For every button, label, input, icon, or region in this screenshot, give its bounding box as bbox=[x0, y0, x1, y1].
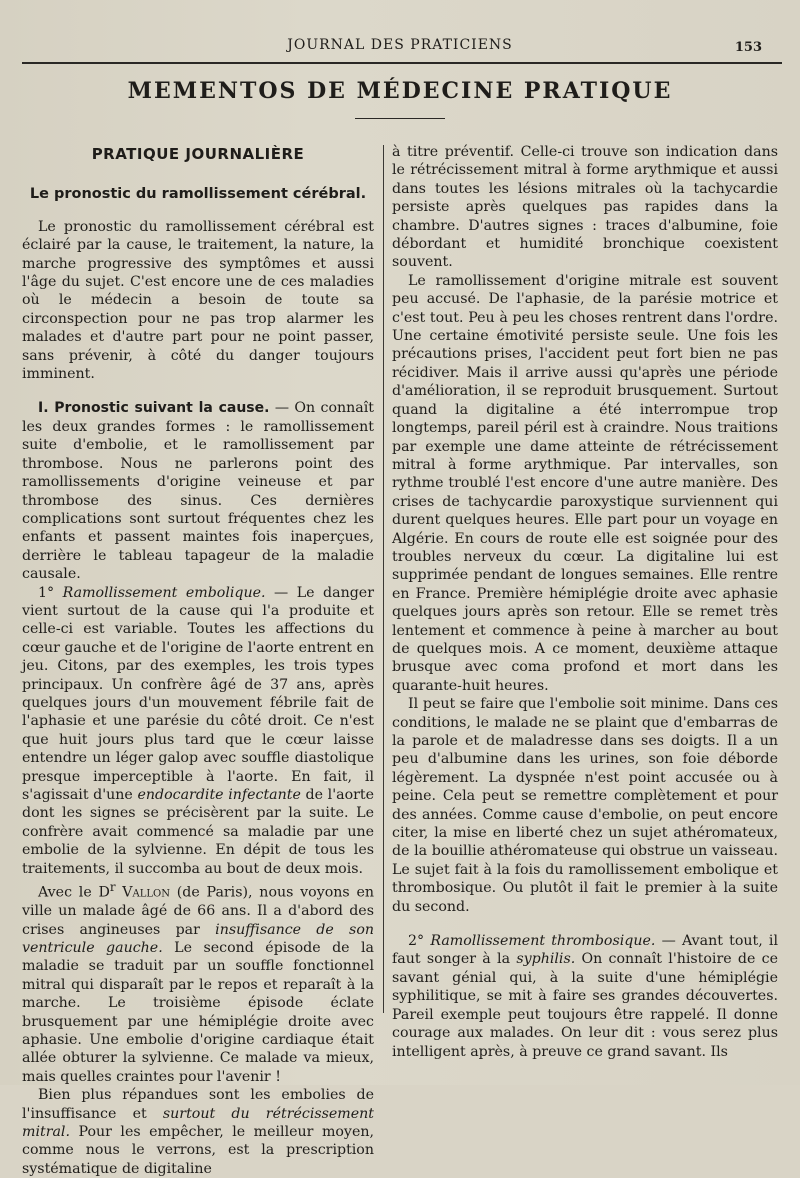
embolic-text-a: — Le danger vient surtout de la cause qui l'a produite et celle-ci est variable. Toutes les affections du cœur gauche et de l'origine de l'aorte entrent en jeu. Citons, par des exemples, les trois types principaux. Un confrère âgé de 37 ans, après quelques jours d'un mouvement fébrile fait de l'aphasie et une parésie du côté droit. Ce n'est que huit jours plus tard que le cœur laisse entendre un léger galop avec souffle diastolique presque imperceptible à l'aorte. En fait, il s'agissait d'une bbox=[22, 584, 374, 803]
paragraph-minimal-embolism: Il peut se faire que l'embolie soit minime. Dans ces conditions, le malade ne se plaint que d'embarras de la parole et de maladresse dans ses doigts. Il a un peu d'albumine dans les urines, son foie déborde légèrement. La dyspnée n'est point accusée ou à peine. Cela peut se remettre complètement et pour des années. Comme cause d'embolie, on peut encore citer, la mise en liberté chez un sujet athéromateux, de la bouillie athéromateuse qui obstrue un vaisseau. Le sujet fait à la fois du ramollissement embolique et thrombosique. Ou plutôt il fait le premier à la suite du second. bbox=[392, 696, 778, 915]
main-title: MEMENTOS DE MÉDECINE PRATIQUE bbox=[127, 78, 673, 104]
vallon-superscript: r bbox=[109, 880, 116, 895]
mitral-emphasis: surtout du rétrécissement mitral. bbox=[22, 1105, 374, 1141]
paragraph-mitral bbox=[22, 1086, 374, 1178]
subheading-embolic: Ramollissement embolique. bbox=[62, 584, 266, 601]
section-heading: PRATIQUE JOURNALIÈRE bbox=[91, 145, 305, 163]
vallon-emphasis: insuffisance de son ventricule gauche. bbox=[22, 921, 375, 956]
paragraph-embolic bbox=[22, 584, 374, 879]
paragraph-cause-text: — On connaît les deux grandes formes : le ramollissement suite d'embolie, et le ramollissement par thrombose. Nous ne parlerons point des ramollissements d'origine veineuse et par thrombose des sinus. Ces dernières complications sont surtout fréquentes chez les enfants et passent maintes fois inaperçues, derrière le tableau tapageur de la maladie causale. bbox=[22, 400, 374, 583]
embolic-number: 1° bbox=[38, 584, 63, 601]
column-divider bbox=[383, 145, 384, 1013]
subheading-cause: I. Pronostic suivant la cause. bbox=[38, 400, 270, 417]
paragraph-thrombotic bbox=[392, 932, 778, 1061]
paragraph-mitral-origin: Le ramollissement d'origine mitrale est souvent peu accusé. De l'aphasie, de la parésie motrice et c'est tout. Peu à peu les choses rentrent dans l'ordre. Une certaine émotivité persiste seule. Une fois les précautions prises, l'accident peut fort bien ne pas récidiver. Mais il arrive aussi qu'après une période d'amélioration, il se reproduit brusquement. Surtout quand la digitaline a été interrompue trop longtemps, pareil péril est à craindre. Nous traitions par exemple une dame atteinte de rétrécissement mitral à forme arythmique. Par intervalles, son rythme troublé l'est encore d'une autre manière. Des crises de tachycardie paroxystique surviennent qui durent quelques heures. Elle part pour un voyage en Algérie. En cours de route elle est soignée pour des troubles nerveux du cœur. La digitaline lui est supprimée pendant de longues semaines. Elle rentre en France. Première hémiplégie droite avec aphasie quelques jours après son retour. Elle se remet très lentement et commence à peine à marcher au bout de quelques mois. A ce moment, deuxième attaque brusque avec coma profond et mort dans les quarante-huit heures. bbox=[392, 272, 778, 694]
vallon-name: Vallon bbox=[122, 884, 170, 901]
left-column bbox=[22, 140, 374, 1178]
vallon-text-a: Avec le D bbox=[38, 884, 110, 901]
subheading-thrombotic: Ramollissement thrombosique. bbox=[430, 933, 656, 950]
paragraph-vallon bbox=[22, 878, 374, 1086]
running-head: JOURNAL DES PRATICIENS bbox=[287, 37, 513, 53]
header-rule bbox=[22, 62, 782, 64]
mitral-text-a: Bien plus répandues sont les embolies de l'insuffisance et bbox=[22, 1087, 374, 1122]
mitral-text-b: Pour les empêcher, le meilleur moyen, comme nous le verrons, est la prescription systématique de digitaline bbox=[22, 1124, 374, 1177]
article-title: Le pronostic du ramollissement cérébral. bbox=[29, 186, 367, 203]
embolic-text-b: de l'aorte dont les signes se précisèrent par la suite. Le confrère avait commencé sa maladie par une embolie de la sylvienne. En dépit de tous les traitements, il succomba au bout de deux mois. bbox=[22, 787, 374, 877]
thrombotic-text-b: On connaît l'histoire de ce savant génial qui, à la suite d'une hémiplégie syphilitique, se mit à faire ses grandes découvertes. Pareil exemple peut toujours être rappelé. Il donne courage aux malades. On leur dit : vous serez plus intelligent après, à preuve ce grand savant. Ils bbox=[392, 951, 778, 1060]
paragraph-intro: Le pronostic du ramollissement cérébral est éclairé par la cause, le traitement, la nature, la marche progressive des symptômes et aussi l'âge du sujet. C'est encore une de ces maladies où le médecin a besoin de toute sa circonspection pour ne pas trop alarmer les malades et d'autre part pour ne point passer, sans prévenir, à côté du danger toujours imminent. bbox=[22, 218, 374, 383]
paragraph-continuation: à titre préventif. Celle-ci trouve son indication dans le rétrécissement mitral à forme arythmique et aussi dans toutes les lésions mitrales où la tachycardie persiste après quelques pas rapides dans la chambre. D'autres signes : traces d'albumine, foie débordant et humidité bronchique coexistent souvent. bbox=[392, 144, 778, 271]
title-rule bbox=[355, 118, 445, 119]
thrombotic-number: 2° bbox=[408, 933, 431, 950]
vallon-text-b: (de Paris), nous voyons en ville un malade âgé de 66 ans. Il a d'abord des crises angineuses par bbox=[22, 884, 374, 938]
vallon-text-c: Le second épisode de la maladie se traduit par un souffle fonctionnel mitral qui disparaît par le repos et reparaît à la marche. Le troisième épisode éclate brusquement par une hémiplégie droite avec aphasie. Une embolie d'origine cardiaque était allée obturer la sylvienne. Ce malade va mieux, mais quelles craintes pour l'avenir ! bbox=[22, 939, 374, 1085]
page-number: 153 bbox=[734, 40, 762, 55]
paragraph-cause bbox=[22, 399, 374, 583]
thrombotic-emphasis: syphilis. bbox=[516, 951, 576, 968]
right-column bbox=[392, 143, 778, 1061]
embolic-emphasis: endocardite infectante bbox=[137, 787, 301, 803]
thrombotic-text-a: — Avant tout, il faut songer à la bbox=[392, 933, 778, 968]
